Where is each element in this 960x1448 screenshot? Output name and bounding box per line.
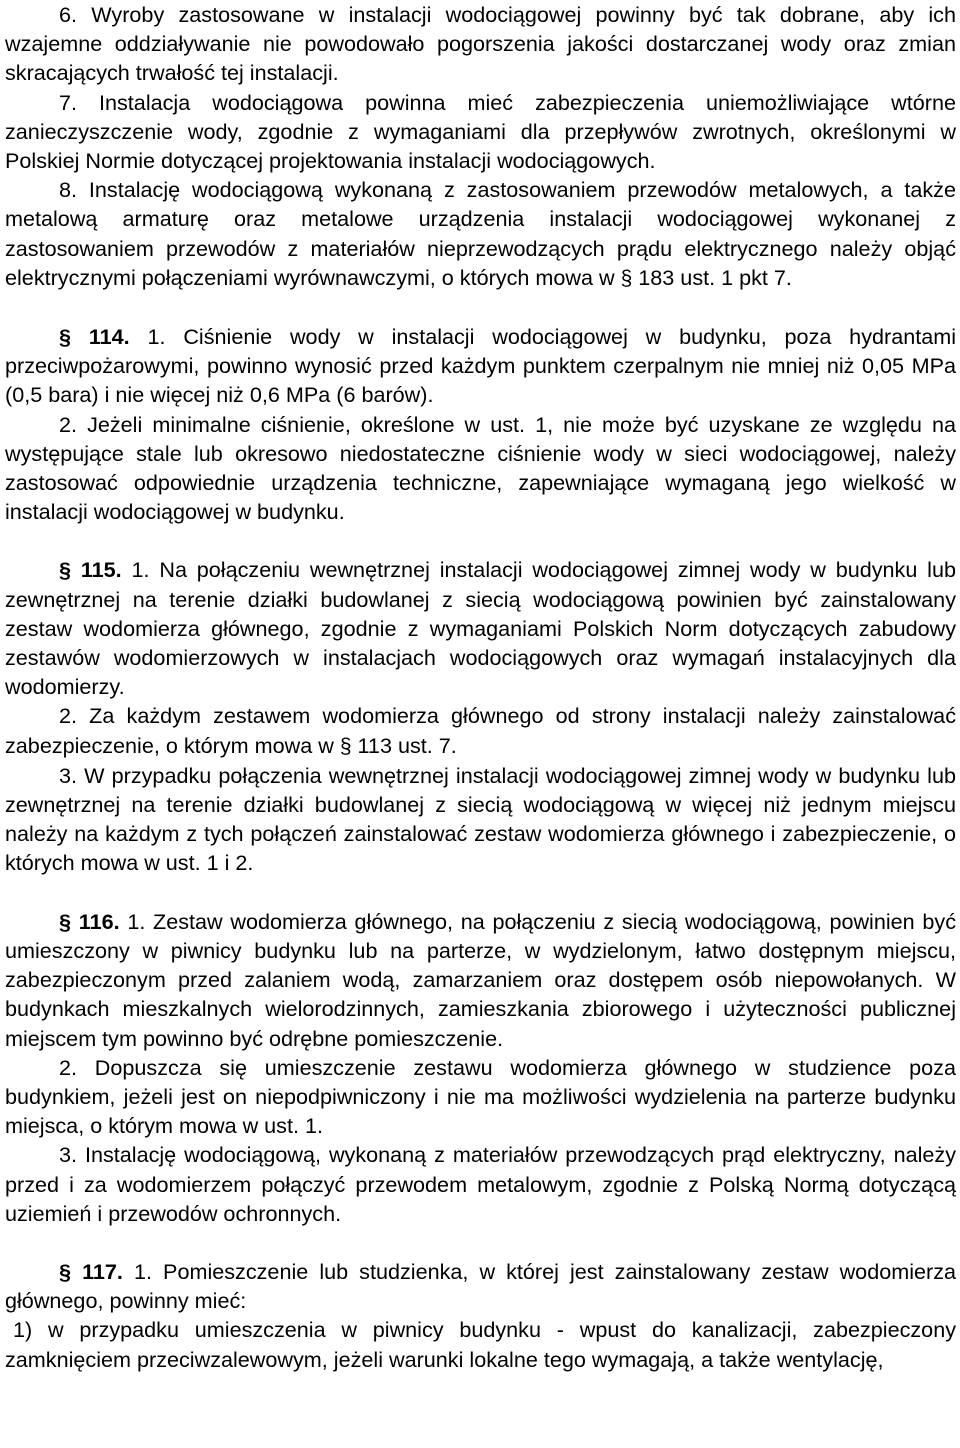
section-number: 117.	[82, 1258, 123, 1284]
paragraph-6: 6. Wyroby zastosowane w instalacji wodociągowej powinny być tak dobrane, aby ich wzajemne oddziaływanie nie powodowało pogorszenia jakości dostarczanej wody oraz zmian skracających trwałość tej instalacji.	[5, 2, 956, 86]
paragraph-8-text: 8. Instalację wodociągową wykonaną z zastosowaniem przewodów metalowych, a także metalową armaturę oraz metalowe urządzenia instalacji wodociągowej wykonanej z zastosowaniem przewodów z materiałów nieprzewodzących prądu elektrycznego należy objąć elektrycznymi połączeniami wyrównawczymi, o których mowa w	[5, 177, 956, 290]
section-number: 114.	[88, 324, 130, 350]
spacer	[5, 878, 956, 907]
section-sign: §	[59, 1258, 72, 1284]
section-115-paragraph-3: 3. W przypadku połączenia wewnętrznej instalacji wodociągowej zimnej wody w budynku lub zewnętrznej na terenie działki budowlanej z siecią wodociągową w więcej niż jednym miejscu należy na każdym z tych połączeń zainstalować zestaw wodomierza głównego i zabezpieczenie, o których mowa w ust. 1 i 2.	[5, 762, 956, 876]
section-115-paragraph-2	[5, 701, 956, 760]
section-114-paragraph-2: 2. Jeżeli minimalne ciśnienie, określone w ust. 1, nie może być uzyskane ze względu na występujące stale lub okresowo niedostateczne ciśnienie wody w sieci wodociągowej, należy zastosować odpowiednie urządzenia techniczne, zapewniające wymaganą jego wielkość w instalacji wodociągowej w budynku.	[5, 411, 956, 525]
paragraph-8	[5, 175, 956, 293]
section-114-paragraph-1	[5, 322, 956, 410]
section-sign: §	[59, 557, 72, 583]
spacer	[5, 526, 956, 555]
paragraph-7: 7. Instalacja wodociągowa powinna mieć zabezpieczenia uniemożliwiające wtórne zanieczyszczenie wody, zgodnie z wymaganiami dla przepływów zwrotnych, określonymi w Polskiej Normie dotyczącej projektowania instalacji wodociągowych.	[5, 89, 956, 174]
section-115-paragraph-1	[5, 555, 956, 701]
section-117-list-item-1: 1) w przypadku umieszczenia w piwnicy budynku - wpust do kanalizacji, zabezpieczony zamknięciem przeciwzalewowym, jeżeli warunki lokalne tego wymagają, a także wentylację,	[5, 1317, 956, 1372]
spacer	[5, 293, 956, 322]
section-115-ref: 113 ust. 7.	[351, 732, 457, 758]
spacer	[5, 1228, 956, 1257]
section-116-paragraph-2: 2. Dopuszcza się umieszczenie zestawu wodomierza głównego w studzience poza budynkiem, jeżeli jest on niepodpiwniczony i nie ma możliwości wydzielenia na parterze budynku miejsca, o którym mowa w ust. 1.	[5, 1054, 956, 1139]
section-sign: §	[59, 908, 72, 934]
section-sign: §	[620, 266, 633, 290]
section-115-text-1: 1. Na połączeniu wewnętrznej instalacji wodociągowej zimnej wody w budynku lub zewnętrznej na terenie działki budowlanej z siecią wodociągową powinien być zainstalowany zestaw wodomierza głównego, zgodnie z wymaganiami Polskich Norm dotyczących zabudowy zestawów wodomierzowych w instalacjach wodociągowych oraz wymagań instalacyjnych dla wodomierzy.	[5, 557, 956, 700]
section-number: 115.	[80, 557, 122, 583]
document-page	[5, 0, 956, 1374]
section-sign: §	[339, 734, 352, 758]
section-116-text-1: 1. Zestaw wodomierza głównego, na połączeniu z siecią wodociągową, powinien być umieszczony w piwnicy budynku lub na parterze, w wydzielonym, łatwo dostępnym miejscu, zabezpieczonym przed zalaniem wodą, zamarzaniem oraz dostępem osób niepowołanych. W budynkach mieszkalnych wielorodzinnych, zamieszkania zbiorowego i użyteczności publicznej miejscem tym powinno być odrębne pomieszczenie.	[5, 908, 957, 1051]
section-115-text-2: 2. Za każdym zestawem wodomierza głównego od strony instalacji należy zainstalować zabezpieczenie, o którym mowa w	[5, 703, 956, 758]
section-number: 116.	[78, 908, 120, 934]
section-117-paragraph-1	[5, 1257, 956, 1315]
paragraph-8-ref: 183 ust. 1 pkt 7.	[632, 264, 792, 290]
section-116-paragraph-3: 3. Instalację wodociągową, wykonaną z materiałów przewodzących prąd elektryczny, należy przed i za wodomierzem połączyć przewodem metalowym, zgodnie z Polską Normą dotyczącą uziemień i przewodów ochronnych.	[5, 1142, 956, 1226]
section-117-text-1: 1. Pomieszczenie lub studzienka, w której jest zainstalowany zestaw wodomierza głównego, powinny mieć:	[5, 1258, 957, 1314]
section-sign: §	[59, 324, 72, 350]
section-114-text-1: 1. Ciśnienie wody w instalacji wodociągowej w budynku, poza hydrantami przeciwpożarowymi, powinno wynosić przed każdym punktem czerpalnym nie mniej niż 0,05 MPa (0,5 bara) i nie więcej niż 0,6 MPa (6 barów).	[5, 324, 957, 408]
section-116-paragraph-1	[5, 907, 956, 1053]
